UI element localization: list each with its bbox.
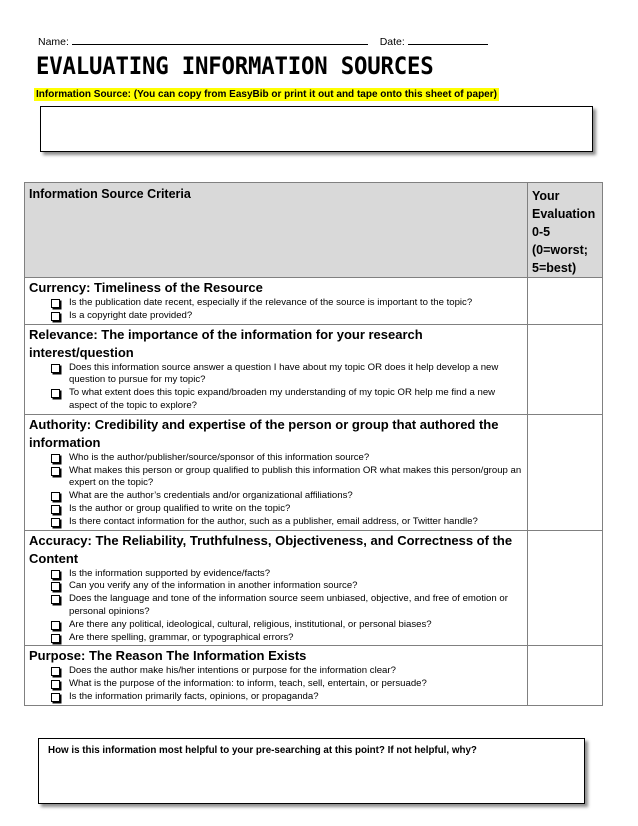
- checkbox-icon[interactable]: [51, 693, 60, 702]
- checkbox-icon[interactable]: [51, 518, 60, 527]
- evaluation-header-line: (0=worst;: [532, 243, 588, 257]
- criteria-section-row: [25, 530, 603, 646]
- question-item: [51, 503, 523, 516]
- evaluation-score-cell[interactable]: [528, 414, 603, 530]
- question-item: [51, 387, 523, 413]
- checkbox-icon[interactable]: [51, 312, 60, 321]
- evaluation-header-line: 5=best): [532, 261, 577, 275]
- date-label: Date:: [379, 36, 405, 48]
- evaluation-score-cell[interactable]: [528, 646, 603, 705]
- question-text: Are there spelling, grammar, or typographical errors?: [69, 631, 294, 643]
- checkbox-icon[interactable]: [51, 467, 60, 476]
- criteria-section-row: [25, 278, 603, 325]
- criteria-cell: [25, 414, 528, 530]
- criteria-cell: [25, 530, 528, 646]
- evaluation-header-line: Your: [532, 189, 560, 203]
- question-text: What makes this person or group qualified to publish this information OR what makes this person/group an expert on the topic?: [69, 464, 522, 489]
- checkbox-icon[interactable]: [51, 364, 60, 373]
- evaluation-score-cell[interactable]: [528, 530, 603, 646]
- question-item: [51, 362, 523, 388]
- question-item: [51, 691, 523, 704]
- date-field[interactable]: [408, 36, 488, 45]
- question-text: Does this information source answer a question I have about my topic OR does it help develop a new question to pursue for my topic?: [69, 361, 499, 386]
- question-item: [51, 516, 523, 529]
- checkbox-icon[interactable]: [51, 454, 60, 463]
- criteria-cell: [25, 278, 528, 325]
- question-item: [51, 568, 523, 581]
- checkbox-icon[interactable]: [51, 634, 60, 643]
- question-item: [51, 490, 523, 503]
- question-list: [29, 665, 523, 703]
- criteria-section-row: [25, 646, 603, 705]
- info-source-label: Information Source: (You can copy from EasyBib or print it out and tape onto this sheet of paper): [36, 89, 497, 100]
- section-title: Purpose: The Reason The Information Exists: [29, 648, 307, 664]
- question-text: Is a copyright date provided?: [69, 309, 193, 321]
- page-title: EVALUATING INFORMATION SOURCES: [36, 52, 434, 80]
- section-title: Authority: Credibility and expertise of the person or group that authored the information: [29, 416, 499, 450]
- question-item: [51, 619, 523, 632]
- helpful-response-box[interactable]: [38, 738, 585, 804]
- question-item: [51, 310, 523, 323]
- evaluation-header-line: Evaluation: [532, 207, 596, 221]
- checkbox-icon[interactable]: [51, 595, 60, 604]
- evaluation-score-cell[interactable]: [528, 278, 603, 325]
- question-text: Is the publication date recent, especially if the relevance of the source is important to the topic?: [69, 297, 473, 308]
- criteria-section-row: [25, 414, 603, 530]
- name-label: Name:: [38, 36, 69, 48]
- question-list: [29, 362, 523, 413]
- question-text: Who is the author/publisher/source/sponsor of this information source?: [69, 451, 370, 463]
- section-title: Relevance: The importance of the information for your research interest/question: [29, 326, 423, 360]
- table-header-row: [25, 183, 603, 278]
- checkbox-icon[interactable]: [51, 667, 60, 676]
- question-item: [51, 297, 523, 310]
- criteria-table: [24, 182, 603, 706]
- question-item: [51, 665, 523, 678]
- question-list: [29, 568, 523, 645]
- section-title: Currency: Timeliness of the Resource: [29, 280, 263, 295]
- checkbox-icon[interactable]: [51, 570, 60, 579]
- question-text: Can you verify any of the information in another information source?: [69, 580, 358, 592]
- question-item: [51, 678, 523, 691]
- checkbox-icon[interactable]: [51, 299, 60, 308]
- name-field[interactable]: [72, 36, 368, 45]
- checkbox-icon[interactable]: [51, 389, 60, 398]
- criteria-header: Information Source Criteria: [25, 183, 528, 278]
- question-text: To what extent does this topic expand/broaden my understanding of my topic OR help me find a new aspect of the topic to explore?: [69, 387, 496, 411]
- question-item: [51, 465, 523, 491]
- question-list: [29, 452, 523, 529]
- evaluation-header-line: 0-5: [532, 225, 551, 239]
- checkbox-icon[interactable]: [51, 680, 60, 689]
- name-date-line: [38, 36, 488, 48]
- question-list: [29, 297, 523, 323]
- question-text: What is the purpose of the information: to inform, teach, sell, entertain, or persuade?: [69, 678, 427, 690]
- evaluation-header: [528, 183, 603, 278]
- question-text: Does the author make his/her intentions or purpose for the information clear?: [69, 665, 396, 677]
- question-text: What are the author’s credentials and/or organizational affiliations?: [69, 490, 353, 502]
- question-text: Does the language and tone of the information source seem unbiased, objective, and free of emotion or personal opinions?: [69, 593, 508, 617]
- question-item: [51, 580, 523, 593]
- criteria-section-row: [25, 324, 603, 414]
- checkbox-icon[interactable]: [51, 505, 60, 514]
- question-item: [51, 632, 523, 645]
- question-text: Is the information primarily facts, opinions, or propaganda?: [69, 690, 319, 702]
- question-text: Is the author or group qualified to write on the topic?: [69, 502, 291, 514]
- checkbox-icon[interactable]: [51, 621, 60, 630]
- question-text: Is the information supported by evidence/facts?: [69, 567, 271, 579]
- section-title: Accuracy: The Reliability, Truthfulness, Objectiveness, and Correctness of the Content: [29, 532, 513, 566]
- info-source-box[interactable]: [40, 106, 593, 152]
- question-item: [51, 452, 523, 465]
- evaluation-score-cell[interactable]: [528, 324, 603, 414]
- checkbox-icon[interactable]: [51, 492, 60, 501]
- question-text: Is there contact information for the author, such as a publisher, email address, or Twitter handle?: [69, 515, 478, 527]
- checkbox-icon[interactable]: [51, 582, 60, 591]
- question-text: Are there any political, ideological, cultural, religious, institutional, or personal biases?: [69, 618, 432, 630]
- criteria-cell: [25, 324, 528, 414]
- criteria-cell: [25, 646, 528, 705]
- question-item: [51, 593, 523, 619]
- helpful-prompt: How is this information most helpful to your pre-searching at this point? If not helpful, why?: [48, 745, 477, 756]
